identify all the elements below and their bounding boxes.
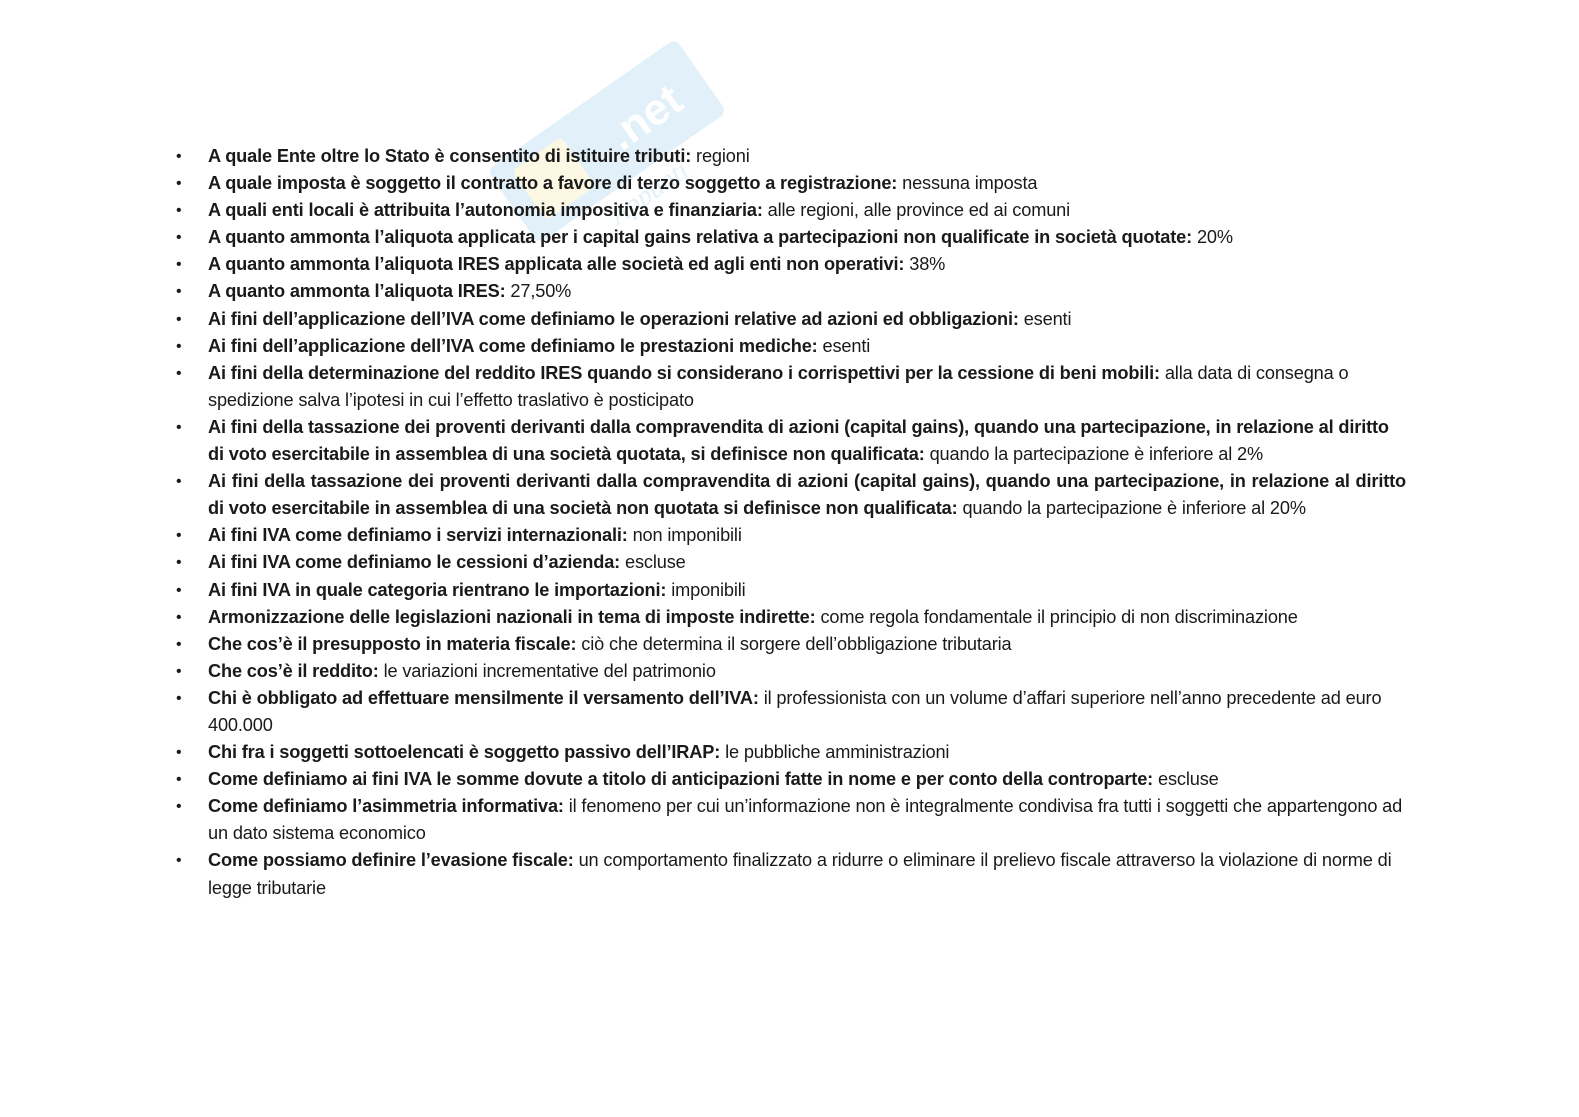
bullet-icon: •	[176, 337, 182, 355]
bullet-icon: •	[176, 202, 182, 220]
list-item	[176, 522, 1406, 549]
list-item	[176, 143, 1406, 170]
bullet-icon: •	[176, 581, 182, 599]
watermark-text-main: .net	[599, 74, 692, 160]
question-text: Ai fini della determinazione del reddito IRES quando si considerano i corrispettivi per la cessione di beni mobili:	[208, 362, 1160, 383]
list-item	[176, 306, 1406, 333]
bullet-icon: •	[176, 852, 182, 870]
list-item	[176, 658, 1406, 685]
answer-text: non imponibili	[632, 525, 742, 546]
question-text: Come definiamo ai fini IVA le somme dovute a titolo di anticipazioni fatte in nome e per conto della controparte:	[208, 769, 1154, 790]
question-text: A quale imposta è soggetto il contratto a favore di terzo soggetto a registrazione:	[208, 173, 898, 194]
question-text: A quale Ente oltre lo Stato è consentito di istituire tributi:	[208, 146, 692, 166]
list-item	[176, 224, 1406, 251]
answer-text: esenti	[1023, 308, 1072, 329]
list-item	[176, 360, 1406, 414]
bullet-icon: •	[176, 256, 182, 274]
question-text: A quanto ammonta l’aliquota IRES:	[208, 281, 506, 302]
list-item	[176, 793, 1406, 847]
question-text: Che cos’è il reddito:	[208, 660, 379, 681]
question-text: Come definiamo l’asimmetria informativa:	[208, 796, 564, 817]
question-text: Ai fini della tassazione dei proventi derivanti dalla compravendita di azioni (capital gains), quando una partecipazione, in relazione al diritto di voto esercitabile in assemblea di una società quotata, si definisce non qualificata:	[208, 416, 1389, 465]
answer-text: nessuna imposta	[902, 173, 1038, 194]
answer-text: il fenomeno per cui un’informazione non è integralmente condivisa fra tutti i soggetti che appartengono ad un dato sistema economico	[208, 796, 1403, 844]
bullet-icon: •	[176, 310, 182, 328]
list-item	[176, 170, 1406, 197]
answer-text: regioni	[696, 146, 750, 166]
list-item	[176, 577, 1406, 604]
list-item	[176, 604, 1406, 631]
answer-text: le variazioni incrementative del patrimonio	[383, 660, 716, 681]
bullet-icon: •	[176, 418, 182, 436]
question-text: Armonizzazione delle legislazioni nazionali in tema di imposte indirette:	[208, 606, 816, 627]
answer-text: il professionista con un volume d’affari superiore nell’anno precedente ad euro 400.000	[208, 687, 1382, 735]
answer-text: 38%	[909, 254, 946, 275]
bullet-icon: •	[176, 689, 182, 707]
question-text: A quanto ammonta l’aliquota IRES applicata alle società ed agli enti non operativi:	[208, 254, 905, 275]
question-text: Come possiamo definire l’evasione fiscale:	[208, 850, 574, 871]
bullet-icon: •	[176, 473, 182, 491]
question-text: A quanto ammonta l’aliquota applicata per i capital gains relativa a partecipazioni non qualificate in società quotate:	[208, 227, 1193, 248]
list-item	[176, 333, 1406, 360]
bullet-icon: •	[176, 175, 182, 193]
answer-text: escluse	[1158, 769, 1219, 790]
list-item	[176, 251, 1406, 278]
bullet-icon: •	[176, 364, 182, 382]
list-item	[176, 197, 1406, 224]
question-text: Ai fini IVA in quale categoria rientrano le importazioni:	[208, 579, 667, 600]
answer-text: alle regioni, alle province ed ai comuni	[767, 200, 1071, 221]
list-item	[176, 549, 1406, 576]
answer-text: escluse	[624, 552, 686, 573]
question-text: Ai fini dell’applicazione dell’IVA come definiamo le prestazioni mediche:	[208, 335, 818, 356]
bullet-icon: •	[176, 283, 182, 301]
bullet-icon: •	[176, 229, 182, 247]
bullet-icon: •	[176, 554, 182, 572]
bullet-icon: •	[176, 662, 182, 680]
list-item	[176, 739, 1406, 766]
list-item	[176, 414, 1406, 468]
question-text: Ai fini dell’applicazione dell’IVA come definiamo le operazioni relative ad azioni ed obbligazioni:	[208, 308, 1019, 329]
bullet-icon: •	[176, 527, 182, 545]
question-text: Chi è obbligato ad effettuare mensilmente il versamento dell’IVA:	[208, 687, 759, 708]
answer-text: ciò che determina il sorgere dell’obbligazione tributaria	[581, 633, 1012, 654]
list-item	[176, 468, 1406, 522]
question-text: Che cos’è il presupposto in materia fiscale:	[208, 633, 577, 654]
answer-text: un comportamento finalizzato a ridurre o eliminare il prelievo fiscale attraverso la violazione di norme di legge tributarie	[208, 850, 1392, 898]
answer-text: quando la partecipazione è inferiore al 20%	[962, 498, 1306, 519]
question-text: Chi fra i soggetti sottoelencati è soggetto passivo dell’IRAP:	[208, 742, 721, 763]
answer-text: quando la partecipazione è inferiore al 2%	[929, 444, 1264, 465]
answer-text: esenti	[822, 335, 871, 356]
list-item	[176, 278, 1406, 305]
question-text: Ai fini IVA come definiamo le cessioni d’azienda:	[208, 552, 621, 573]
question-text: Ai fini IVA come definiamo i servizi internazionali:	[208, 525, 628, 546]
question-answer-list	[176, 143, 1406, 902]
answer-text: 27,50%	[510, 281, 572, 302]
list-item	[176, 631, 1406, 658]
bullet-icon: •	[176, 148, 182, 165]
answer-text: le pubbliche amministrazioni	[725, 742, 950, 763]
bullet-icon: •	[176, 635, 182, 653]
list-item	[176, 766, 1406, 793]
question-text: Ai fini della tassazione dei proventi derivanti dalla compravendita di azioni (capital gains), quando una partecipazione, in relazione al diritto di voto esercitabile in assemblea di una società non quotata si definisce non qualificata:	[208, 471, 1406, 519]
list-item	[176, 847, 1406, 901]
bullet-icon: •	[176, 771, 182, 789]
list-item	[176, 685, 1406, 739]
watermark-text-sub: Appunti	[603, 154, 695, 231]
bullet-icon: •	[176, 798, 182, 816]
bullet-icon: •	[176, 744, 182, 762]
answer-text: imponibili	[671, 579, 746, 600]
bullet-icon: •	[176, 608, 182, 626]
answer-text: 20%	[1196, 227, 1233, 248]
question-text: A quali enti locali è attribuita l’autonomia impositiva e finanziaria:	[208, 200, 763, 221]
answer-text: come regola fondamentale il principio di non discriminazione	[820, 606, 1298, 627]
answer-text: alla data di consegna o spedizione salva l’ipotesi in cui l’effetto traslativo è posticipato	[208, 362, 1349, 410]
